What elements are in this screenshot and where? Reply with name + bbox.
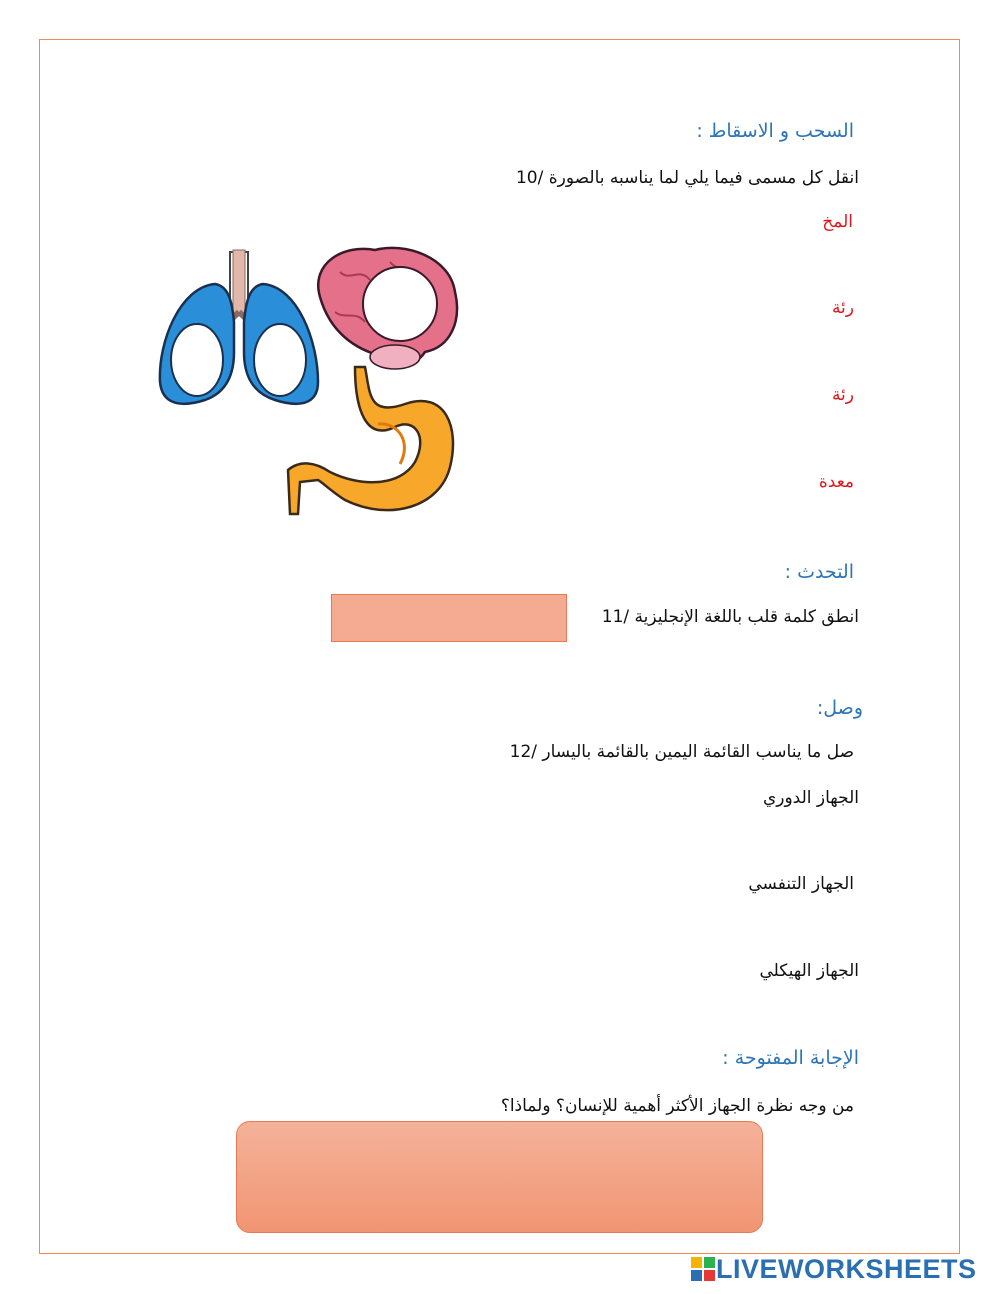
liveworksheets-logo: [690, 1254, 977, 1284]
speaking-answer-box[interactable]: [331, 594, 567, 642]
open-answer-heading: الإجابة المفتوحة :: [722, 1047, 859, 1069]
organs-illustration: [150, 232, 480, 532]
drop-zone-brain[interactable]: [363, 267, 437, 341]
match-item-circulatory[interactable]: الجهاز الدوري: [762, 788, 859, 808]
lungs-image: [160, 250, 318, 404]
matching-instruction: صل ما يناسب القائمة اليمين بالقائمة باليسار /12: [509, 742, 854, 762]
open-answer-box[interactable]: [236, 1121, 763, 1233]
drop-zone-lung-right[interactable]: [254, 324, 306, 396]
drag-drop-heading: السحب و الاسقاط :: [696, 120, 854, 142]
drag-label-lung-1[interactable]: رئة: [831, 298, 854, 318]
drag-label-lung-2[interactable]: رئة: [831, 385, 854, 405]
logo-text: LIVEWORKSHEETS: [716, 1253, 977, 1284]
drag-label-brain[interactable]: المخ: [822, 212, 853, 232]
open-answer-question: من وجه نظرة الجهاز الأكثر أهمية للإنسان؟ ولماذا؟: [500, 1096, 854, 1116]
matching-heading: وصل:: [816, 697, 863, 719]
brain-image: [318, 248, 457, 369]
drop-zone-lung-left[interactable]: [171, 324, 223, 396]
match-item-respiratory[interactable]: الجهاز التنفسي: [748, 874, 854, 894]
speaking-heading: التحدث :: [784, 561, 854, 583]
speaking-instruction: انطق كلمة قلب باللغة الإنجليزية /11: [601, 607, 859, 627]
logo-icon: [690, 1256, 716, 1282]
drag-drop-instruction: انقل كل مسمى فيما يلي لما يناسبه بالصورة /10: [515, 168, 859, 188]
drag-label-stomach[interactable]: معدة: [818, 472, 854, 492]
match-item-skeletal[interactable]: الجهاز الهيكلي: [759, 961, 859, 981]
